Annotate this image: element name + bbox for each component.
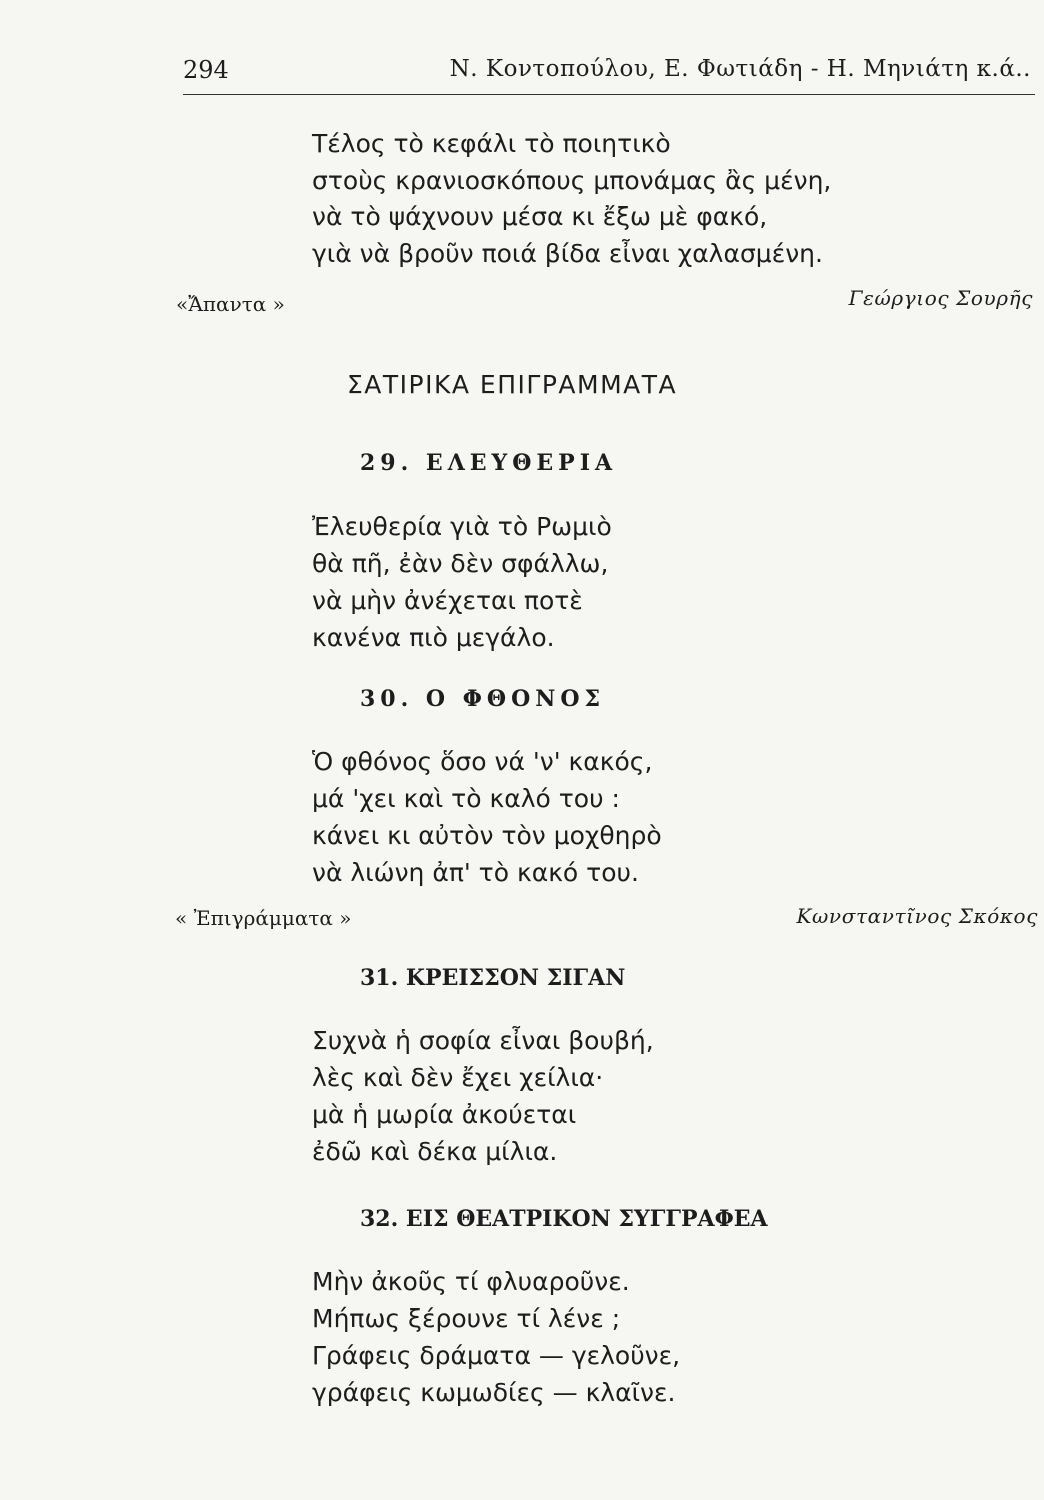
verse-line: στοὺς κρανιοσκόπους μπονάμας ἂς μένη, <box>312 165 832 195</box>
verse-line: θὰ πῆ, ἐὰν δὲν σφάλλω, <box>312 549 609 578</box>
verse-line: Συχνὰ ἡ σοφία εἶναι βουβή, <box>312 1026 654 1055</box>
verse-line: νὰ μὴν ἀνέχεται ποτὲ <box>312 586 583 615</box>
poem-lines <box>312 1263 680 1411</box>
page-header <box>183 52 1035 96</box>
verse-line: Ὁ φθόνος ὅσο νά 'ν' κακός, <box>312 747 653 776</box>
verse-line: Μὴν ἀκοῦς τί φλυαροῦνε. <box>312 1267 630 1296</box>
verse-line: Μήπως ξέρουνε τί λένε ; <box>312 1304 621 1333</box>
verse-line: κάνει κι αὐτὸν τὸν μοχθηρὸ <box>312 821 662 850</box>
poem-lines <box>312 743 662 891</box>
poem-title: 32. ΕΙΣ ΘΕΑΤΡΙΚΟΝ ΣΥΓΓΡΑΦΕΑ <box>360 1206 768 1232</box>
verse-line: μὰ ἡ μωρία ἀκούεται <box>312 1100 577 1129</box>
header-rule <box>183 94 1035 95</box>
poem-title: 30. Ο ΦΘΟΝΟΣ <box>360 686 606 712</box>
running-head: Ν. Κοντοπούλου, Ε. Φωτιάδη - Η. Μηνιάτη κ.ά.. <box>449 56 1031 82</box>
verse-line: μά 'χει καὶ τὸ καλό του : <box>312 784 620 813</box>
verse-line: ἐδῶ καὶ δέκα μίλια. <box>312 1137 558 1166</box>
poem-title: 29. ΕΛΕΥΘΕΡΙΑ <box>360 450 618 476</box>
verse-line: νὰ τὸ ψάχνουν μέσα κι ἔξω μὲ φακό, <box>312 202 768 231</box>
verse-line: κανένα πιὸ μεγάλο. <box>312 623 555 652</box>
poem-title: 31. ΚΡΕΙΣΣΟΝ ΣΙΓΑΝ <box>360 965 626 991</box>
verse-line: Ἐλευθερία γιὰ τὸ Ρωμιὸ <box>312 512 612 541</box>
verse-line: Τέλος τὸ κεφάλι τὸ ποιητικὸ <box>312 129 671 158</box>
author-name: Κωνσταντῖνος Σκόκος <box>796 904 1038 928</box>
source-citation: « Ἐπιγράμματα » <box>175 906 352 930</box>
opening-poem-lines <box>312 126 831 272</box>
page-number: 294 <box>183 56 229 84</box>
section-title: ΣΑΤΙΡΙΚΑ ΕΠΙΓΡΑΜΜΑΤΑ <box>347 370 678 399</box>
author-name: Γεώργιος Σουρῆς <box>848 286 1033 310</box>
verse-line: λὲς καὶ δὲν ἔχει χείλια· <box>312 1063 604 1092</box>
verse-line: νὰ λιώνη ἀπ' τὸ κακό του. <box>312 858 639 887</box>
source-citation: «Ἄπαντα » <box>176 292 285 316</box>
verse-line: Γράφεις δράματα — γελοῦνε, <box>312 1341 681 1370</box>
verse-line: γιὰ νὰ βροῦν ποιά βίδα εἶναι χαλασμένη. <box>312 238 823 268</box>
verse-line: γράφεις κωμωδίες — κλαῖνε. <box>312 1378 676 1407</box>
poem-lines <box>312 1022 654 1170</box>
poem-lines <box>312 508 612 656</box>
